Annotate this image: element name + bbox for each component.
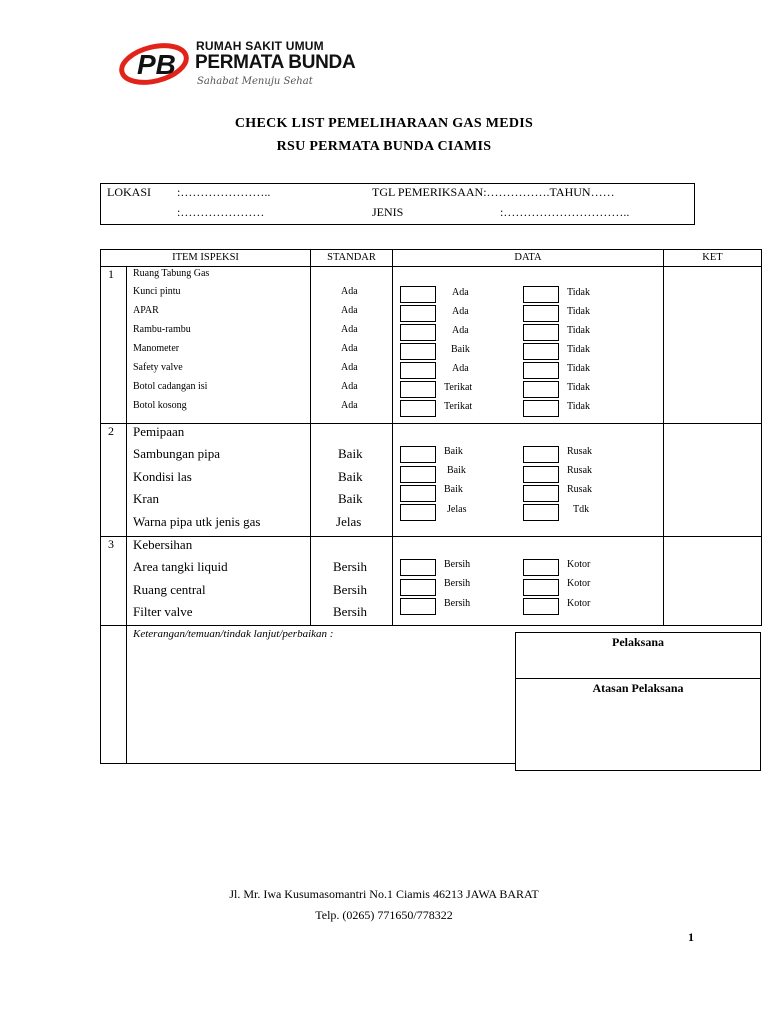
item-name: Filter valve <box>133 604 193 619</box>
checkbox-opt1[interactable] <box>400 504 436 521</box>
col-header-data: DATA <box>393 250 664 267</box>
checkbox-opt2[interactable] <box>523 400 559 417</box>
sign-label-atasan: Atasan Pelaksana <box>592 681 684 695</box>
checkbox-opt2[interactable] <box>523 446 559 463</box>
lokasi-label: LOKASI <box>107 185 151 199</box>
checkbox-opt1[interactable] <box>400 381 436 398</box>
option2-label: Kotor <box>567 559 591 570</box>
option2-label: Tidak <box>567 306 590 317</box>
checkbox-opt1[interactable] <box>400 305 436 322</box>
table-header-row <box>101 250 762 267</box>
checkbox-opt2[interactable] <box>523 343 559 360</box>
option2-label: Rusak <box>567 446 593 457</box>
signature-box-pelaksana[interactable] <box>515 632 761 679</box>
option1-label: Bersih <box>444 559 471 570</box>
option1-label: Baik <box>444 446 463 457</box>
page-number: 1 <box>688 930 694 944</box>
checkbox-opt2[interactable] <box>523 466 559 483</box>
item-name: Kondisi las <box>133 469 192 484</box>
option2-label: Rusak <box>567 484 593 495</box>
header-info-box <box>100 183 695 225</box>
section-number-text: 1 <box>108 267 114 281</box>
footer-phone: Telp. (0265) 771650/778322 <box>315 908 453 922</box>
option1-label: Baik <box>451 344 470 355</box>
checkbox-opt1[interactable] <box>400 400 436 417</box>
option1-label: Baik <box>447 465 466 476</box>
standard-value: Jelas <box>336 514 362 529</box>
option1-label: Terikat <box>444 401 473 412</box>
document-subtitle: RSU PERMATA BUNDA CIAMIS <box>276 139 492 154</box>
logo-line2: PERMATA BUNDA <box>195 52 356 73</box>
option2-label: Tidak <box>567 325 590 336</box>
notes-number-cell <box>101 626 127 764</box>
standard-cell <box>311 424 393 537</box>
option1-label: Jelas <box>447 504 467 515</box>
hospital-logo-icon <box>118 40 196 86</box>
standard-value: Baik <box>338 469 363 484</box>
ket-cell[interactable] <box>664 424 762 537</box>
section-number <box>101 267 127 424</box>
option2-label: Rusak <box>567 465 593 476</box>
logo-line1: RUMAH SAKIT UMUM <box>196 39 324 53</box>
checkbox-opt1[interactable] <box>400 466 436 483</box>
checkbox-opt2[interactable] <box>523 559 559 576</box>
option1-label: Bersih <box>444 598 471 609</box>
standard-value: Ada <box>341 324 358 335</box>
option1-label: Ada <box>452 306 469 317</box>
checkbox-opt2[interactable] <box>523 381 559 398</box>
item-name: Warna pipa utk jenis gas <box>133 514 261 529</box>
data-cell <box>393 267 664 424</box>
col-header-standar: STANDAR <box>311 250 393 267</box>
standard-value: Ada <box>341 286 358 297</box>
document-title: CHECK LIST PEMELIHARAAN GAS MEDIS <box>234 116 534 131</box>
option2-label: Tidak <box>567 363 590 374</box>
item-name: Rambu-rambu <box>133 324 191 335</box>
option2-label: Kotor <box>567 578 591 589</box>
item-name: Safety valve <box>133 362 183 373</box>
item-name: Kran <box>133 491 159 506</box>
standard-value: Bersih <box>333 559 367 574</box>
item-name: Area tangki liquid <box>133 559 228 574</box>
standard-value: Ada <box>341 343 358 354</box>
col-header-item: ITEM ISPEKSI <box>101 250 311 267</box>
standard-value: Ada <box>341 362 358 373</box>
section-row-2 <box>101 424 762 537</box>
jenis-field[interactable]: :………………………….. <box>500 205 630 219</box>
item-name: Botol cadangan isi <box>133 381 208 392</box>
checkbox-opt2[interactable] <box>523 504 559 521</box>
footer-address: Jl. Mr. Iwa Kusumasomantri No.1 Ciamis 46213 JAWA BARAT <box>229 887 539 901</box>
notes-label: Keterangan/temuan/tindak lanjut/perbaikan : <box>133 628 334 640</box>
option2-label: Tidak <box>567 382 590 393</box>
option1-label: Terikat <box>444 382 473 393</box>
tgl-pemeriksaan-field[interactable]: TGL PEMERIKSAAN:…………….TAHUN…… <box>372 185 615 199</box>
section-heading: Pemipaan <box>133 424 185 439</box>
section-row-1 <box>101 267 762 424</box>
section-heading: Kebersihan <box>133 537 193 552</box>
checkbox-opt2[interactable] <box>523 485 559 502</box>
standard-cell <box>311 537 393 626</box>
sign-label-pelaksana: Pelaksana <box>611 635 664 649</box>
option2-label: Tdk <box>573 504 590 515</box>
item-name: APAR <box>133 305 159 316</box>
col-header-ket: KET <box>664 250 762 267</box>
section-number <box>101 537 127 626</box>
item-name: Botol kosong <box>133 400 187 411</box>
checkbox-opt1[interactable] <box>400 446 436 463</box>
standard-value: Baik <box>338 491 363 506</box>
standard-value: Bersih <box>333 604 367 619</box>
item-name: Ruang central <box>133 582 206 597</box>
checkbox-opt2[interactable] <box>523 286 559 303</box>
section-number-text: 2 <box>108 424 114 438</box>
checkbox-opt1[interactable] <box>400 324 436 341</box>
option2-label: Tidak <box>567 344 590 355</box>
checkbox-opt1[interactable] <box>400 579 436 596</box>
option1-label: Bersih <box>444 578 471 589</box>
standard-value: Bersih <box>333 582 367 597</box>
section-number <box>101 424 127 537</box>
lokasi-field-2[interactable]: :………………… <box>177 205 265 219</box>
checkbox-opt1[interactable] <box>400 485 436 502</box>
standard-value: Baik <box>338 446 363 461</box>
section-heading: Ruang Tabung Gas <box>133 268 210 279</box>
checkbox-opt2[interactable] <box>523 324 559 341</box>
logo-mark-text: PB <box>137 49 176 80</box>
lokasi-field[interactable]: :………………….. <box>177 185 271 199</box>
ket-cell[interactable] <box>664 537 762 626</box>
item-name: Sambungan pipa <box>133 446 221 461</box>
option1-label: Ada <box>452 363 469 374</box>
items-cell <box>127 424 311 537</box>
items-cell <box>127 537 311 626</box>
option2-label: Tidak <box>567 287 590 298</box>
option2-label: Kotor <box>567 598 591 609</box>
option1-label: Ada <box>452 287 469 298</box>
checkbox-opt1[interactable] <box>400 598 436 615</box>
checkbox-opt1[interactable] <box>400 559 436 576</box>
checkbox-opt2[interactable] <box>523 579 559 596</box>
checkbox-opt1[interactable] <box>400 362 436 379</box>
checkbox-opt1[interactable] <box>400 286 436 303</box>
option2-label: Tidak <box>567 401 590 412</box>
jenis-label: JENIS <box>372 205 404 219</box>
data-cell <box>393 424 664 537</box>
checkbox-opt1[interactable] <box>400 343 436 360</box>
section-number-text: 3 <box>108 537 114 551</box>
item-name: Manometer <box>133 343 180 354</box>
standard-value: Ada <box>341 400 358 411</box>
data-cell <box>393 537 664 626</box>
option1-label: Ada <box>452 325 469 336</box>
signature-box-atasan[interactable] <box>515 678 761 771</box>
standard-value: Ada <box>341 305 358 316</box>
item-name: Kunci pintu <box>133 286 181 297</box>
logo-tagline: Sahabat Menuju Sehat <box>197 76 313 87</box>
items-cell <box>127 267 311 424</box>
checkbox-opt2[interactable] <box>523 305 559 322</box>
option1-label: Baik <box>444 484 463 495</box>
checkbox-opt2[interactable] <box>523 362 559 379</box>
section-row-3 <box>101 537 762 626</box>
ket-cell[interactable] <box>664 267 762 424</box>
standard-cell <box>311 267 393 424</box>
standard-value: Ada <box>341 381 358 392</box>
checkbox-opt2[interactable] <box>523 598 559 615</box>
